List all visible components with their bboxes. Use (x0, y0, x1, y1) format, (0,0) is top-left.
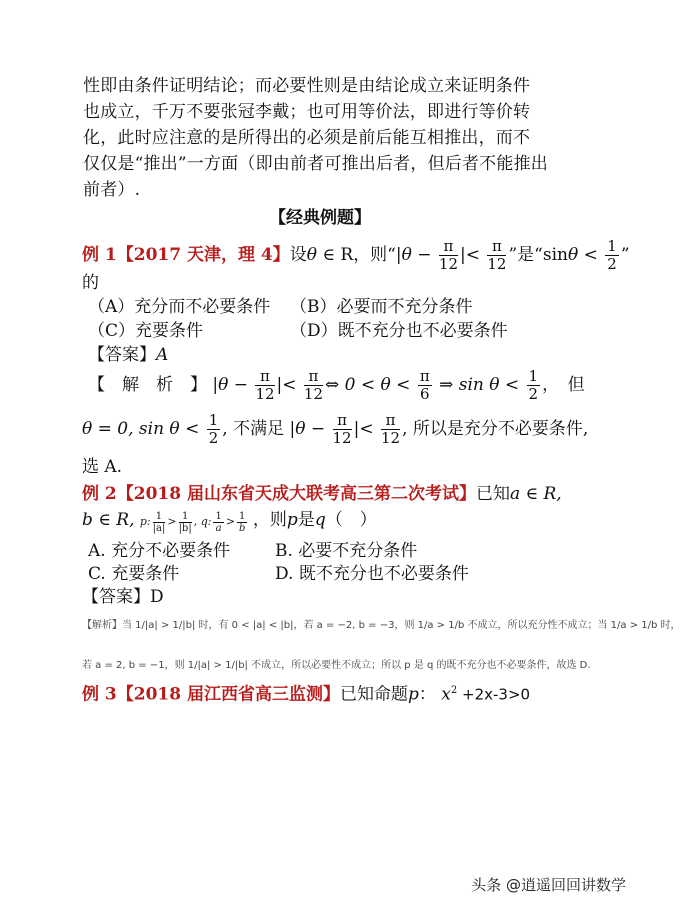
intro-line-5: 前者）. (83, 180, 141, 200)
ex1-tail: 的 (82, 273, 99, 293)
ex2-option-b: B. 必要不充分条件 (275, 541, 418, 561)
ex1-analysis-line-2 (82, 412, 588, 447)
ex2-label: 例 2【2018 届山东省天成大联考高三第二次考试】 (82, 484, 476, 504)
watermark-text: 头条 @逍遥回回讲数学 (471, 876, 626, 894)
ex2-then: ，则 (252, 510, 287, 530)
ex1-in-r: ∈ R (316, 245, 354, 265)
ex1-analysis-2a: θ = 0, sin θ < (82, 419, 200, 439)
ex1-option-b: （B）必要而不充分条件 (290, 297, 473, 317)
ex2-b-in-r: b ∈ R, (82, 510, 135, 530)
ex3-colon: ： (418, 684, 436, 705)
section-title: 【经典例题】 (269, 208, 371, 228)
ex1-analysis-1e: ， 但 (542, 375, 585, 395)
ex2-answer-label: 【答案】 (82, 587, 150, 607)
ex3-x: x (441, 684, 451, 705)
ex1-text-b: ，则“| (353, 245, 402, 265)
ex1-option-a: （A）充分而不必要条件 (88, 297, 271, 317)
ex1-analysis-frac-5: $\frac{1}{2}$ (208, 411, 219, 447)
ex2-is: 是 (297, 510, 315, 530)
ex3-rest: +2x-3>0 (457, 685, 531, 704)
ex2-option-d: D. 既不充分也不必要条件 (275, 564, 469, 584)
ex1-text-e: ”是“sin (508, 245, 568, 265)
ex1-analysis-line-1 (88, 368, 585, 403)
ex2-analysis-line-2: 若 a = 2, b = −1，则 1/|a| > 1/|b| 不成立，所以必要性不成立；所以 p 是 q 的既不充分也不必要条件，故选 D. (82, 660, 591, 671)
ex2-p-def: p: $\frac{1}{|a|}$ > $\frac{1}{|b|}$ , (139, 510, 201, 534)
ex2-answer-value: D (150, 587, 164, 607)
ex2-stem (82, 483, 562, 505)
ex1-analysis-1a: |θ − (212, 375, 249, 395)
ex1-analysis-2c: |θ − (289, 419, 326, 439)
ex1-text-d: |< (460, 245, 480, 265)
watermark (471, 874, 626, 895)
ex2-a-in-r: a ∈ R, (509, 484, 562, 504)
intro-line-3: 化，此时应注意的是所得出的必须是前后能互相推出，而不 (83, 128, 531, 148)
ex1-analysis-frac-4: $\frac{1}{2}$ (528, 367, 539, 403)
ex1-answer-value: A (156, 345, 169, 365)
ex2-analysis-line-1: 【解析】当 1/|a| > 1/|b| 时，有 0 < |a| < |b|，若 a = −2, b = −3，则 1/a > 1/b 不成立，所以充分性不成立；当 1/a > 1/b 时， (82, 620, 681, 631)
ex1-analysis-1b: |< (276, 375, 297, 395)
ex1-frac-pi12-b: $\frac{\pi}{12}$ (487, 237, 507, 273)
ex1-text-g: ” (620, 245, 630, 265)
ex1-text-a: 设 (289, 245, 307, 265)
ex2-answer (82, 586, 164, 608)
ex2-text-a: 已知 (475, 484, 510, 504)
ex1-analysis-frac-3: $\frac{\pi}{6}$ (419, 367, 430, 403)
ex1-analysis-frac-6: $\frac{\pi}{12}$ (332, 411, 352, 447)
ex2-option-a: A. 充分不必要条件 (88, 541, 231, 561)
ex1-analysis-frac-7: $\frac{\pi}{12}$ (381, 411, 401, 447)
ex1-analysis-label: 【 解 析 】 (88, 375, 207, 395)
ex1-option-c: （C）充要条件 (88, 321, 204, 341)
ex1-analysis-frac-2: $\frac{\pi}{12}$ (303, 367, 324, 403)
ex2-blank: （ ） (325, 510, 377, 530)
ex3-sup: 2 (450, 685, 458, 696)
ex1-text-c: θ − (401, 245, 432, 265)
ex2-option-c: C. 充要条件 (88, 564, 180, 584)
ex1-answer-label: 【答案】 (88, 345, 156, 365)
ex1-theta: θ (306, 245, 317, 265)
ex3-p: p (407, 684, 419, 705)
ex1-analysis-2e: , 所以是充分不必要条件, (402, 419, 589, 439)
ex1-label: 例 1【2017 天津，理 4】 (82, 245, 290, 265)
intro-line-1: 性即由条件证明结论；而必要性则是由结论成立来证明条件 (83, 76, 531, 96)
ex1-frac-pi12: $\frac{\pi}{12}$ (438, 237, 458, 273)
ex1-text-f: θ < (567, 245, 598, 265)
ex1-analysis-line-3: 选 A. (82, 457, 123, 477)
ex1-analysis-1c: ⇔ 0 < θ < (325, 375, 411, 395)
ex1-analysis-2d: |< (353, 419, 374, 439)
ex3-stem (82, 680, 530, 706)
intro-line-4: 仅仅是“推出”一方面（即由前者可推出后者，但后者不能推出 (83, 154, 548, 174)
ex1-answer (88, 344, 168, 366)
ex2-p: p (286, 510, 298, 530)
ex1-analysis-frac-1: $\frac{\pi}{12}$ (255, 367, 275, 403)
intro-line-2: 也成立，千万不要张冠李戴；也可用等价法，即进行等价转 (83, 102, 531, 122)
ex1-frac-half: $\frac{1}{2}$ (607, 237, 617, 273)
ex1-option-d: （D）既不充分也不必要条件 (290, 321, 508, 341)
ex2-q-def: q: $\frac{1}{a}$ > $\frac{1}{b}$ (200, 510, 246, 534)
ex3-text-a: 已知命题 (339, 684, 408, 705)
ex2-q: q (314, 510, 326, 530)
ex1-analysis-2b: , 不满足 (222, 419, 285, 439)
ex1-stem (82, 238, 630, 273)
ex2-line-2 (82, 506, 377, 536)
ex1-analysis-1d: ⇒ sin θ < (439, 375, 520, 395)
ex3-label: 例 3【2018 届江西省高三监测】 (82, 684, 340, 705)
